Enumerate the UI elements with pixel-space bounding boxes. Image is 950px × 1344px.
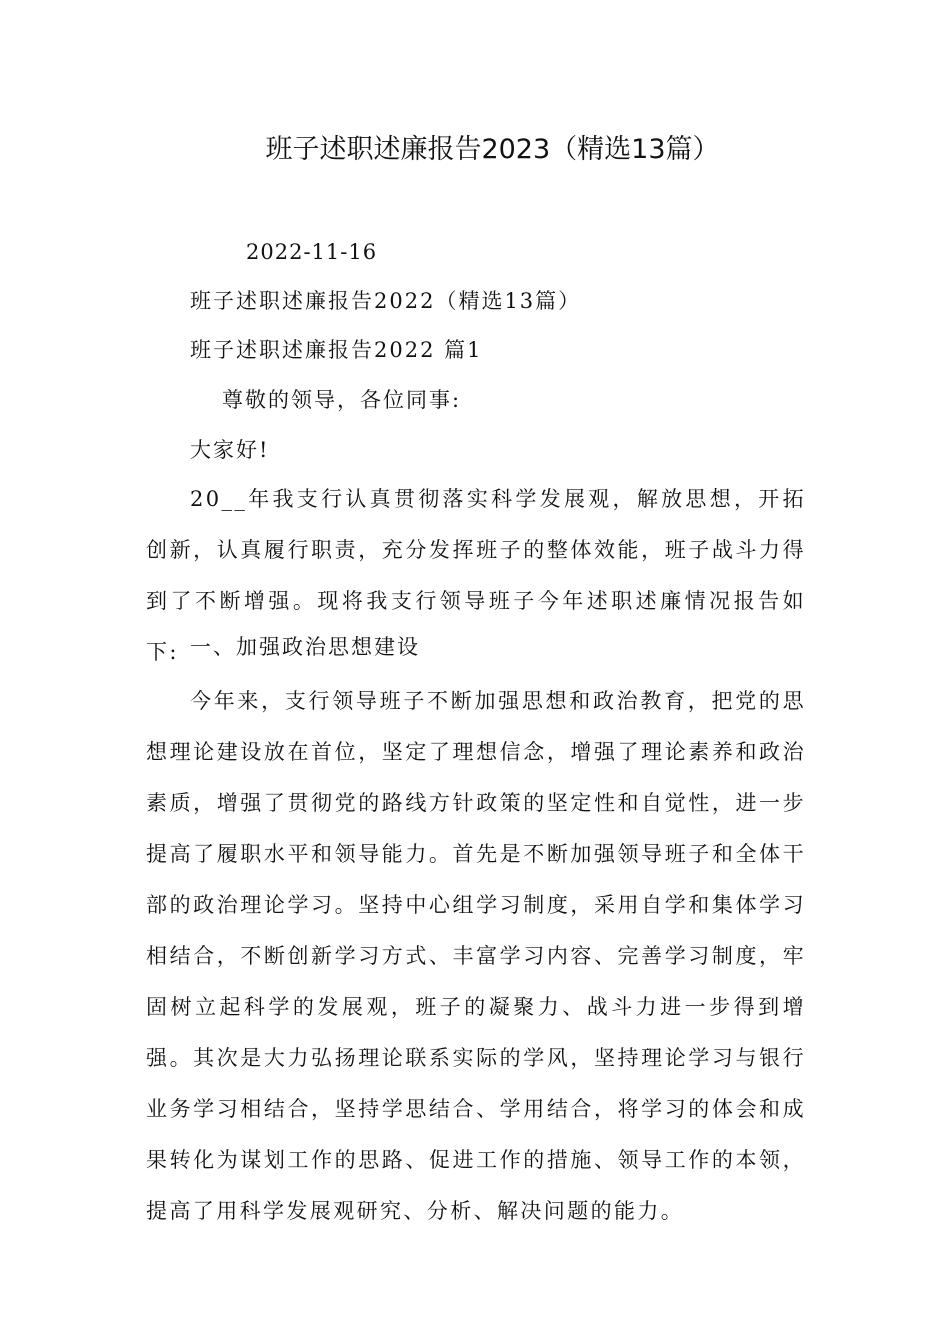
greeting: 大家好! — [190, 438, 270, 462]
paragraph-intro: 20__年我支行认真贯彻落实科学发展观，解放思想，开拓创新，认真履行职责，充分发挥班子的整体效能，班子战斗力得到了不断增强。现将我支行领导班子今年述职述廉情况报告如下: — [146, 487, 806, 664]
document-subtitle: 班子述职述廉报告2022（精选13篇） — [190, 289, 582, 313]
document-date: 2022-11-16 — [246, 240, 378, 264]
section-heading: 一、加强政治思想建设 — [190, 635, 420, 659]
document-title: 班子述职述廉报告2023（精选13篇） — [265, 134, 720, 165]
section-title: 班子述职述廉报告2022 篇1 — [190, 338, 483, 362]
paragraph-political-building: 今年来，支行领导班子不断加强思想和政治教育，把党的思想理论建设放在首位，坚定了理想信念，增强了理论素养和政治素质，增强了贯彻党的路线方针政策的坚定性和自觉性，进一步提高了履职水平和领导能力。首先是不断加强领导班子和全体干部的政治理论学习。坚持中心组学习制度，采用自学和集体学习相结合，不断创新学习方式、丰富学习内容、完善学习制度，牢固树立起科学的发展观，班子的凝聚力、战斗力进一步得到增强。其次是大力弘扬理论联系实际的学风，坚持理论学习与银行业务学习相结合，坚持学思结合、学用结合，将学习的体会和成果转化为谋划工作的思路、促进工作的措施、领导工作的本领，提高了用科学发展观研究、分析、解决问题的能力。 — [146, 689, 806, 1223]
salutation: 尊敬的领导，各位同事: — [222, 388, 462, 412]
